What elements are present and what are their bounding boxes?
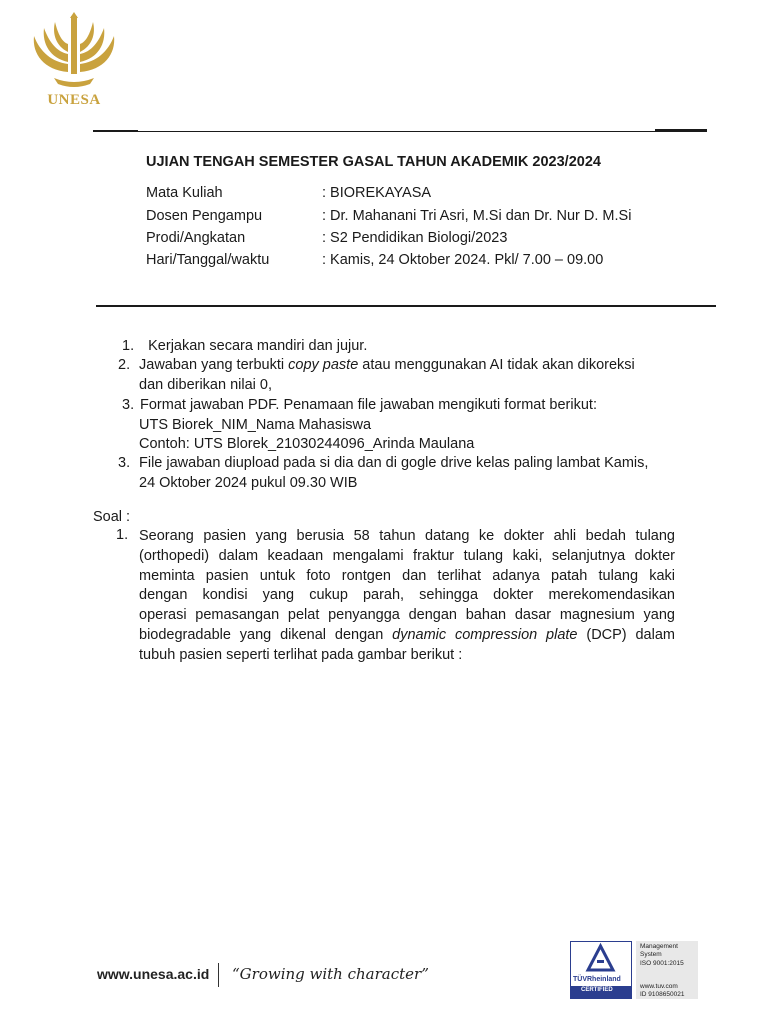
meta-label: Prodi/Angkatan [146, 230, 246, 246]
tuv-triangle-icon [571, 942, 630, 976]
instruction-text: File jawaban diupload pada si dia dan di gogle drive kelas paling lambat Kamis, [139, 455, 649, 471]
header-divider-accent-left [93, 130, 138, 132]
instruction-text [139, 355, 676, 376]
meta-label: Dosen Pengampu [146, 208, 263, 224]
exam-title: UJIAN TENGAH SEMESTER GASAL TAHUN AKADEMIK 2023/2024 [146, 154, 601, 170]
instruction-text: UTS Biorek_NIM_Nama Mahasiswa [139, 417, 372, 433]
logo-text: UNESA [47, 92, 101, 108]
question-line: dengan kondisi yang cukup parah, sehingga dokter merekomendasikan [139, 587, 675, 604]
instruction-text: Kerjakan secara mandiri dan jujur. [148, 338, 368, 354]
question-line: tubuh pasien seperti terlihat pada gambar berikut : [139, 646, 463, 663]
section-divider [96, 305, 716, 307]
instruction-text: Format jawaban PDF. Penamaan file jawaban mengikuti format berikut: [140, 397, 597, 413]
meta-row-lecturer [146, 208, 631, 224]
meta-label: Hari/Tanggal/waktu [146, 252, 270, 268]
question-line: Seorang pasien yang berusia 58 tahun datang ke dokter ahli bedah tulang [139, 528, 675, 544]
instruction-text-part: Jawaban yang terbukti [139, 357, 289, 373]
instruction-text: 24 Oktober 2024 pukul 09.30 WIB [139, 475, 358, 491]
cert-line: Management [640, 943, 678, 950]
question-line [139, 626, 675, 646]
question-emphasis: dynamic compression plate [392, 626, 578, 643]
instruction-text: dan diberikan nilai 0, [139, 377, 273, 393]
question-text-part: biodegradable yang dikenal dengan [139, 626, 393, 643]
question-line: operasi pemasangan pelat penyangga dengan bahan dasar magnesium yang [139, 607, 675, 624]
soal-heading: Soal : [93, 509, 131, 525]
cert-line: System [640, 951, 662, 958]
footer-separator [218, 963, 219, 987]
header-divider-accent-right [655, 129, 707, 131]
unesa-logo [24, 12, 124, 112]
cert-line: www.tuv.com [640, 983, 678, 990]
cert-brand: TÜVRheinland [573, 976, 621, 983]
unesa-emblem-icon [24, 12, 124, 94]
question-number: 1. [116, 527, 129, 543]
cert-line: ID 9108650021 [640, 991, 685, 998]
cert-status: CERTIFIED [581, 987, 613, 993]
cert-line: ISO 9001:2015 [640, 960, 684, 967]
meta-value: : BIOREKAYASA [322, 185, 432, 201]
instruction-text: Contoh: UTS Blorek_21030244096_Arinda Maulana [139, 436, 475, 452]
tuv-certification-badge [570, 941, 698, 1001]
question-text [139, 527, 675, 666]
footer-website: www.unesa.ac.id [97, 966, 210, 982]
instruction-item-1 [122, 336, 367, 357]
question-text-part: (DCP) dalam [577, 626, 675, 643]
instruction-number: 1. [122, 338, 135, 354]
meta-row-schedule [146, 252, 603, 268]
header-divider [93, 131, 707, 132]
question-line: meminta pasien untuk foto rontgen dan terlihat adanya patah tulang kaki [139, 567, 675, 584]
instruction-number: 3. [122, 397, 135, 413]
meta-row-course [146, 185, 431, 201]
instruction-number: 2. [118, 357, 131, 373]
meta-value: : S2 Pendidikan Biologi/2023 [322, 230, 508, 246]
meta-row-program [146, 230, 507, 246]
tuv-logo-box [570, 941, 632, 999]
meta-label: Mata Kuliah [146, 185, 223, 201]
instruction-number: 3. [118, 455, 131, 471]
footer-motto: “Growing with character” [232, 965, 429, 983]
question-line: (orthopedi) dalam keadaan mengalami fraktur tulang kaki, selanjutnya dokter [139, 547, 675, 564]
instruction-emphasis: copy paste [288, 357, 359, 373]
meta-value: : Kamis, 24 Oktober 2024. Pkl/ 7.00 – 09.00 [322, 252, 604, 268]
meta-value: : Dr. Mahanani Tri Asri, M.Si dan Dr. Nur D. M.Si [322, 208, 632, 224]
instruction-text-part: atau menggunakan AI tidak akan dikoreksi [358, 357, 635, 373]
